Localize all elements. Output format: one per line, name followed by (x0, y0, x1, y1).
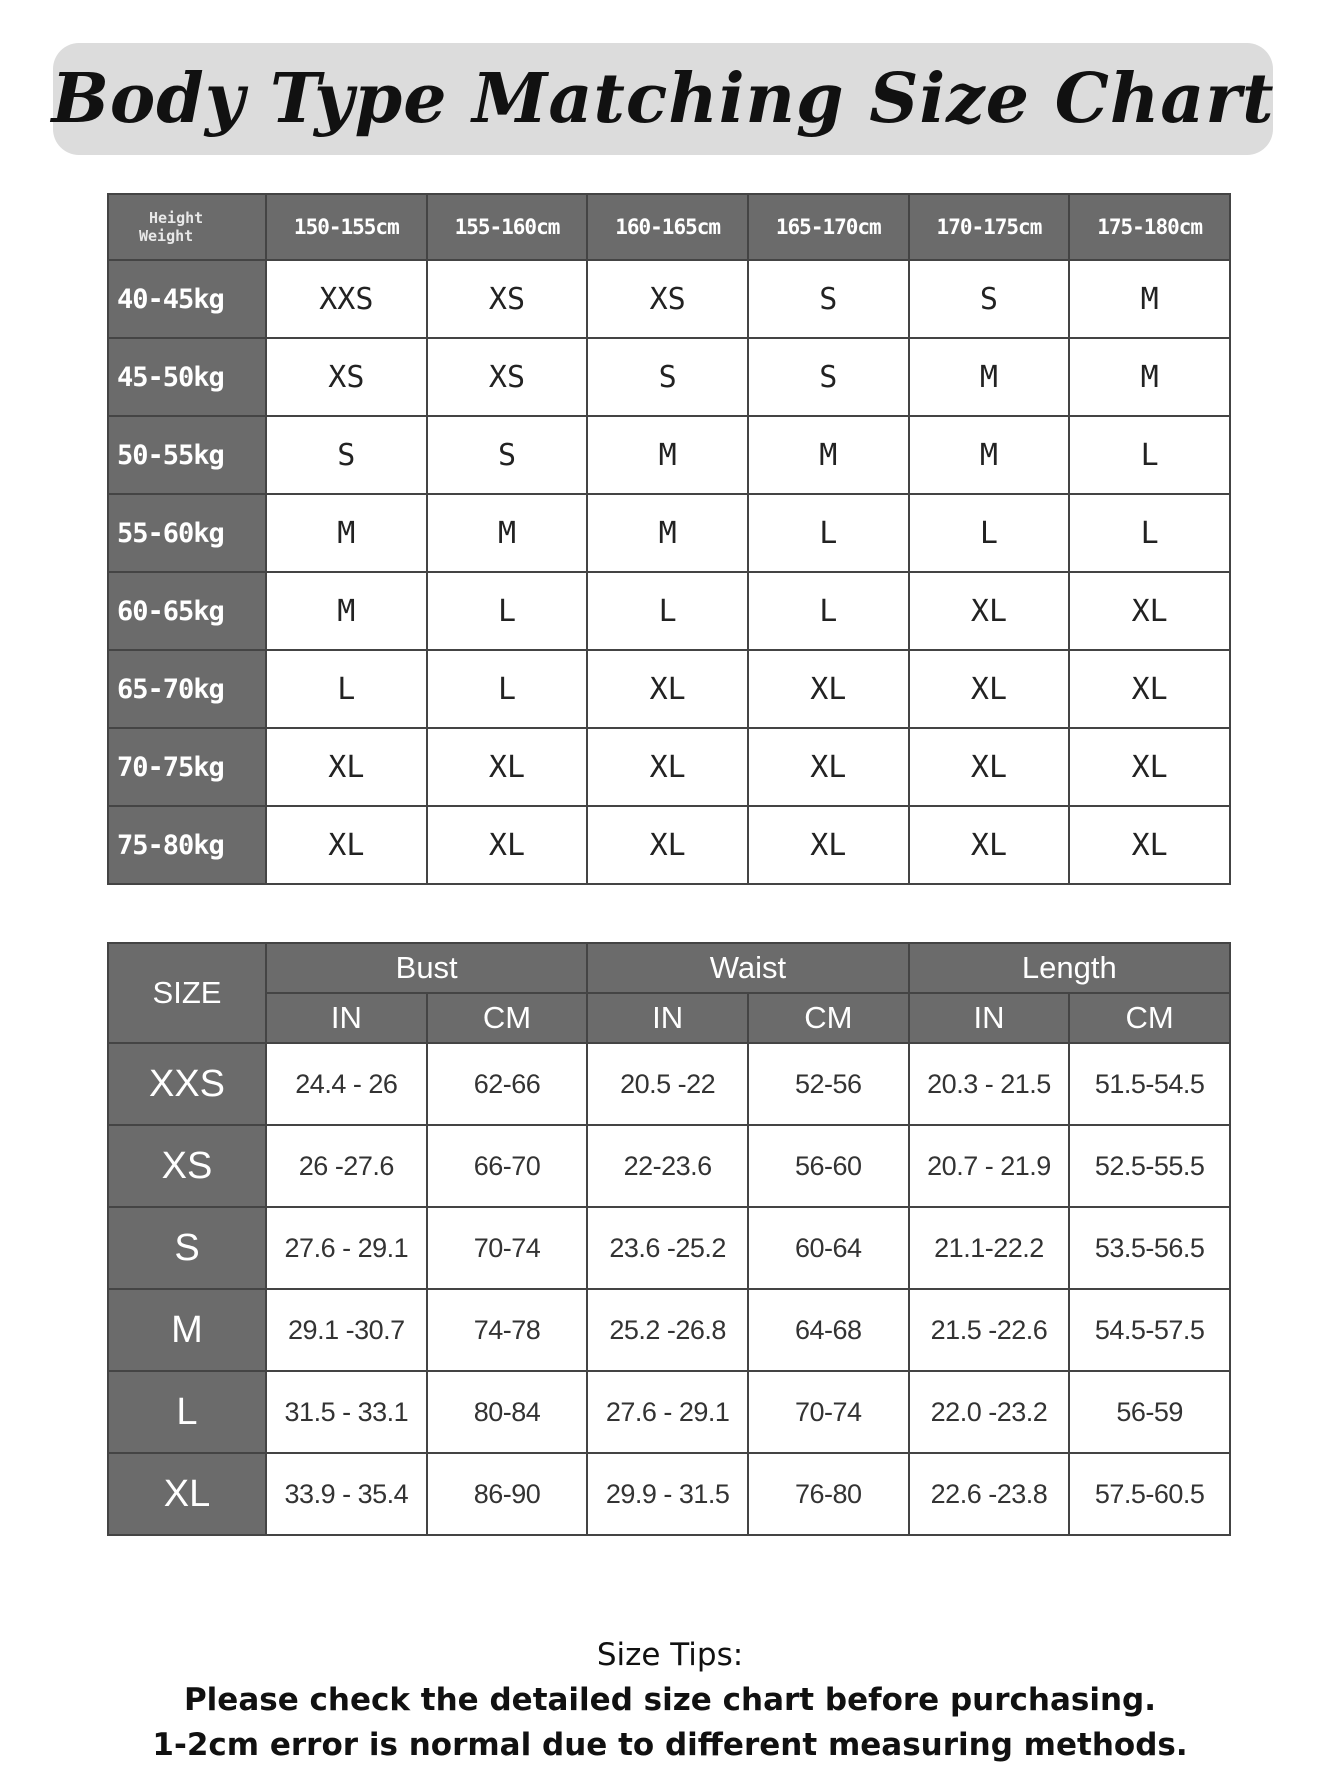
weight-label: 65-70kg (108, 650, 266, 728)
measurement-cell: 76-80 (748, 1453, 909, 1535)
measurement-cell: 62-66 (427, 1043, 588, 1125)
measurement-cell: 86-90 (427, 1453, 588, 1535)
size-cell: L (266, 650, 427, 728)
size-label: XL (108, 1453, 266, 1535)
size-row (108, 1453, 1230, 1535)
size-cell: XL (909, 650, 1070, 728)
size-cell: S (748, 260, 909, 338)
size-cell: L (1069, 416, 1230, 494)
size-row (108, 1371, 1230, 1453)
size-cell: M (427, 494, 588, 572)
size-cell: M (266, 572, 427, 650)
weight-row (108, 494, 1230, 572)
unit-header: CM (1069, 993, 1230, 1043)
measurement-cell: 66-70 (427, 1125, 588, 1207)
size-cell: M (266, 494, 427, 572)
measurement-cell: 29.9 - 31.5 (587, 1453, 748, 1535)
size-cell: S (266, 416, 427, 494)
weight-label: 50-55kg (108, 416, 266, 494)
weight-label: 75-80kg (108, 806, 266, 884)
measurement-table (107, 942, 1231, 1536)
size-header: SIZE (108, 943, 266, 1043)
measurement-cell: 53.5-56.5 (1069, 1207, 1230, 1289)
size-cell: XL (266, 806, 427, 884)
measurement-cell: 21.5 -22.6 (909, 1289, 1070, 1371)
size-cell: L (748, 494, 909, 572)
weight-row (108, 650, 1230, 728)
measurement-cell: 70-74 (427, 1207, 588, 1289)
weight-label: 40-45kg (108, 260, 266, 338)
size-cell: L (587, 572, 748, 650)
measurement-cell: 64-68 (748, 1289, 909, 1371)
measurement-cell: 29.1 -30.7 (266, 1289, 427, 1371)
measurement-cell: 60-64 (748, 1207, 909, 1289)
size-cell: L (748, 572, 909, 650)
weight-row (108, 572, 1230, 650)
size-label: M (108, 1289, 266, 1371)
measurement-cell: 25.2 -26.8 (587, 1289, 748, 1371)
measurement-cell: 20.5 -22 (587, 1043, 748, 1125)
tips-line-2: 1-2cm error is normal due to different measuring methods. (152, 1727, 1188, 1763)
weight-label: 60-65kg (108, 572, 266, 650)
size-cell: M (748, 416, 909, 494)
size-cell: S (748, 338, 909, 416)
unit-header: IN (266, 993, 427, 1043)
corner-weight-label: Weight (139, 227, 194, 245)
size-row (108, 1289, 1230, 1371)
size-row (108, 1125, 1230, 1207)
measurement-rows (108, 1043, 1230, 1535)
size-cell: XL (587, 806, 748, 884)
page-title: Body Type Matching Size Chart (51, 59, 1275, 139)
size-cell: M (587, 494, 748, 572)
size-label: S (108, 1207, 266, 1289)
size-cell: XL (909, 572, 1070, 650)
measurement-cell: 54.5-57.5 (1069, 1289, 1230, 1371)
measurement-cell: 20.7 - 21.9 (909, 1125, 1070, 1207)
measurement-cell: 52.5-55.5 (1069, 1125, 1230, 1207)
height-header: 160-165cm (587, 194, 748, 260)
tips-title: Size Tips: (596, 1637, 744, 1673)
size-cell: M (1069, 338, 1230, 416)
weight-label: 70-75kg (108, 728, 266, 806)
size-label: XS (108, 1125, 266, 1207)
size-row (108, 1207, 1230, 1289)
measurement-cell: 51.5-54.5 (1069, 1043, 1230, 1125)
measurement-cell: 26 -27.6 (266, 1125, 427, 1207)
size-cell: XL (427, 728, 588, 806)
height-header-row (108, 194, 1230, 260)
measurement-cell: 57.5-60.5 (1069, 1453, 1230, 1535)
height-header: 150-155cm (266, 194, 427, 260)
size-cell: XL (1069, 572, 1230, 650)
size-cell: M (1069, 260, 1230, 338)
size-cell: L (909, 494, 1070, 572)
size-cell: S (587, 338, 748, 416)
size-cell: XL (1069, 650, 1230, 728)
size-cell: M (909, 338, 1070, 416)
length-header: Length (909, 943, 1230, 993)
unit-header: IN (587, 993, 748, 1043)
height-header: 175-180cm (1069, 194, 1230, 260)
size-cell: XS (427, 260, 588, 338)
measurement-cell: 21.1-22.2 (909, 1207, 1070, 1289)
size-cell: XL (748, 728, 909, 806)
measurement-cell: 24.4 - 26 (266, 1043, 427, 1125)
size-cell: XL (587, 728, 748, 806)
weight-label: 55-60kg (108, 494, 266, 572)
height-header: 170-175cm (909, 194, 1070, 260)
bust-header: Bust (266, 943, 587, 993)
corner-height-label: Height (149, 209, 204, 227)
title-banner (53, 43, 1273, 155)
measurement-cell: 22-23.6 (587, 1125, 748, 1207)
tips-line-1: Please check the detailed size chart before purchasing. (183, 1682, 1157, 1718)
size-cell: XL (748, 650, 909, 728)
weight-row (108, 338, 1230, 416)
height-header: 165-170cm (748, 194, 909, 260)
size-cell: XL (427, 806, 588, 884)
size-label: XXS (108, 1043, 266, 1125)
measurement-cell: 27.6 - 29.1 (587, 1371, 748, 1453)
weight-row (108, 728, 1230, 806)
weight-label: 45-50kg (108, 338, 266, 416)
unit-header: IN (909, 993, 1070, 1043)
size-cell: XL (1069, 728, 1230, 806)
weight-row (108, 806, 1230, 884)
size-row (108, 1043, 1230, 1125)
measurement-cell: 22.6 -23.8 (909, 1453, 1070, 1535)
size-cell: L (427, 572, 588, 650)
height-header: 155-160cm (427, 194, 588, 260)
size-cell: M (587, 416, 748, 494)
measurement-cell: 56-59 (1069, 1371, 1230, 1453)
unit-header: CM (427, 993, 588, 1043)
size-cell: L (1069, 494, 1230, 572)
group-header-row (108, 943, 1230, 993)
measurement-cell: 70-74 (748, 1371, 909, 1453)
measurement-cell: 80-84 (427, 1371, 588, 1453)
size-tips (0, 1633, 1340, 1768)
corner-header (108, 194, 266, 260)
measurement-cell: 22.0 -23.2 (909, 1371, 1070, 1453)
size-cell: L (427, 650, 588, 728)
size-cell: XL (909, 728, 1070, 806)
weight-row (108, 260, 1230, 338)
measurement-cell: 31.5 - 33.1 (266, 1371, 427, 1453)
measurement-cell: 23.6 -25.2 (587, 1207, 748, 1289)
unit-header-row (108, 993, 1230, 1043)
weight-row (108, 416, 1230, 494)
unit-header: CM (748, 993, 909, 1043)
body-type-table (107, 193, 1231, 885)
size-cell: S (427, 416, 588, 494)
size-cell: XXS (266, 260, 427, 338)
size-cell: XL (587, 650, 748, 728)
body-type-rows (108, 260, 1230, 884)
measurement-cell: 74-78 (427, 1289, 588, 1371)
measurement-cell: 56-60 (748, 1125, 909, 1207)
size-cell: XL (748, 806, 909, 884)
size-cell: M (909, 416, 1070, 494)
waist-header: Waist (587, 943, 908, 993)
measurement-cell: 33.9 - 35.4 (266, 1453, 427, 1535)
size-label: L (108, 1371, 266, 1453)
size-cell: XS (587, 260, 748, 338)
measurement-cell: 27.6 - 29.1 (266, 1207, 427, 1289)
size-cell: S (909, 260, 1070, 338)
size-cell: XS (266, 338, 427, 416)
size-cell: XS (427, 338, 588, 416)
size-cell: XL (909, 806, 1070, 884)
size-cell: XL (266, 728, 427, 806)
measurement-cell: 52-56 (748, 1043, 909, 1125)
measurement-cell: 20.3 - 21.5 (909, 1043, 1070, 1125)
size-cell: XL (1069, 806, 1230, 884)
